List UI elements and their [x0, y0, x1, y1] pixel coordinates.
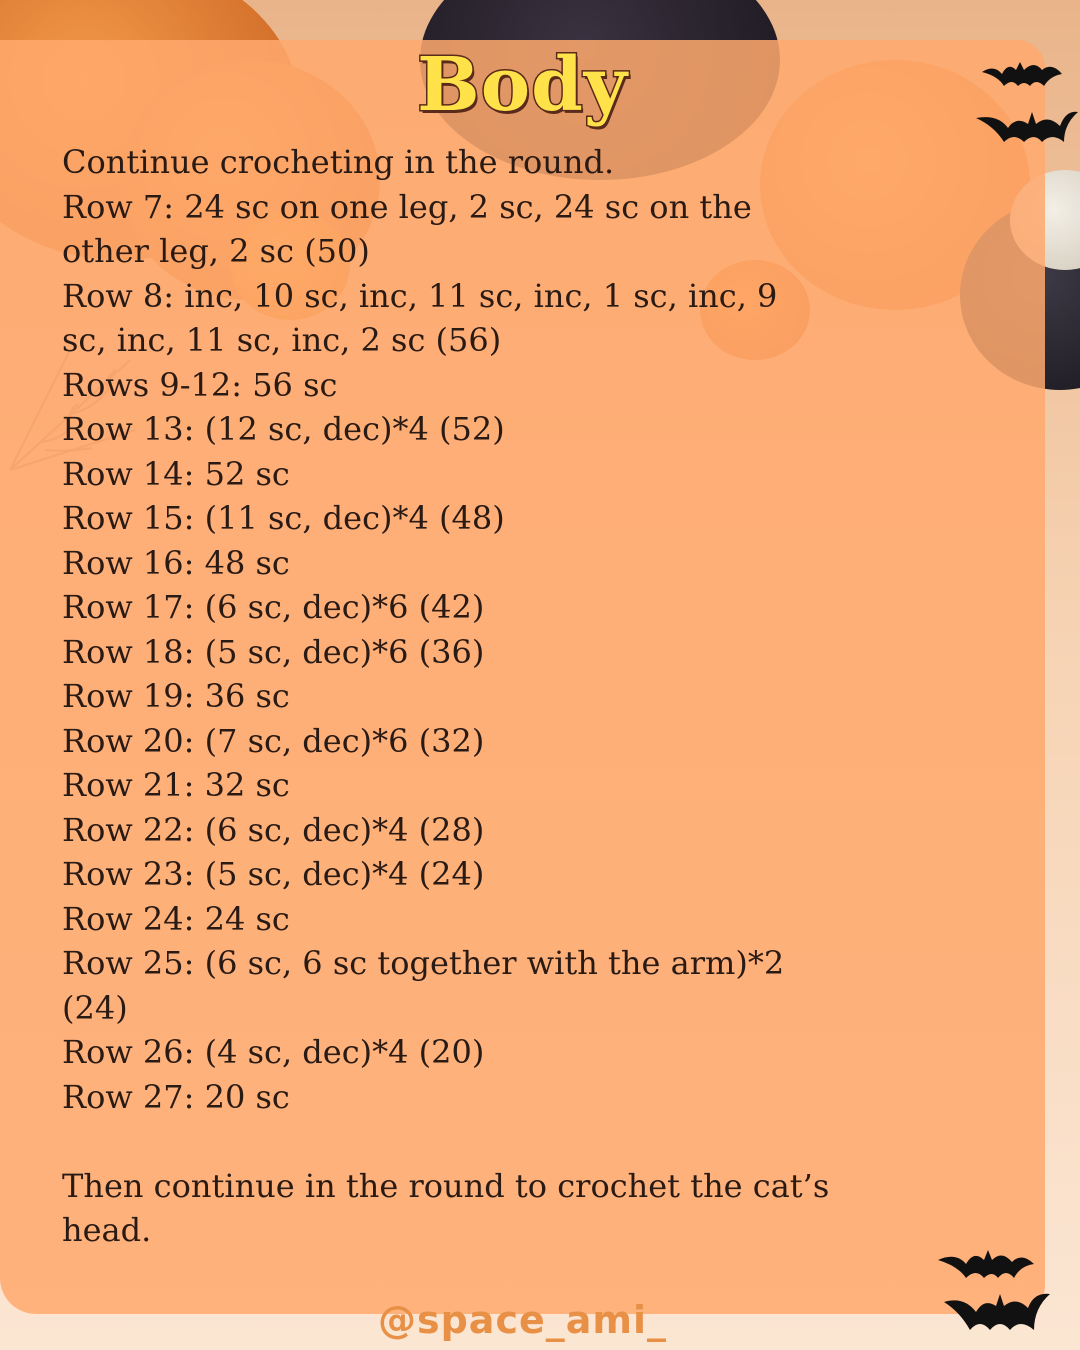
row-line: Row 24: 24 sc — [62, 899, 290, 938]
intro-line: Continue crocheting in the round. — [62, 143, 615, 181]
row-line: Row 23: (5 sc, dec)*4 (24) — [62, 855, 485, 893]
author-handle: @space_ami_ — [377, 1298, 668, 1342]
bat-icon — [972, 34, 1080, 150]
bat-icon — [934, 1240, 1054, 1350]
row-line: Row 16: 48 sc — [62, 543, 290, 582]
row-line: Row 15: (11 sc, dec)*4 (48) — [62, 499, 505, 537]
row-line: Row 21: 32 sc — [62, 766, 290, 804]
row-line: Row 7: 24 sc on one leg, 2 sc, 24 sc on the other leg, 2 sc (50) — [62, 187, 752, 270]
row-line: Row 18: (5 sc, dec)*6 (36) — [62, 632, 485, 671]
blank-line — [62, 1119, 832, 1164]
row-line: Row 13: (12 sc, dec)*4 (52) — [62, 410, 505, 448]
row-line: Row 27: 20 sc — [62, 1077, 290, 1116]
row-line: Row 25: (6 sc, 6 sc together with the arm)*2 (24) — [62, 944, 785, 1027]
page-title: Body — [417, 42, 628, 128]
row-line: Rows 9-12: 56 sc — [62, 365, 338, 404]
row-line: Row 17: (6 sc, dec)*6 (42) — [62, 588, 485, 626]
row-line: Row 20: (7 sc, dec)*6 (32) — [62, 721, 485, 760]
row-line: Row 26: (4 sc, dec)*4 (20) — [62, 1033, 485, 1071]
outro-line: Then continue in the round to crochet the cat’s head. — [62, 1166, 830, 1249]
pattern-text — [62, 140, 832, 1253]
row-line: Row 22: (6 sc, dec)*4 (28) — [62, 810, 485, 849]
row-line: Row 19: 36 sc — [62, 677, 290, 715]
row-line: Row 14: 52 sc — [62, 454, 290, 493]
row-line: Row 8: inc, 10 sc, inc, 11 sc, inc, 1 sc, inc, 9 sc, inc, 11 sc, inc, 2 sc (56) — [62, 276, 778, 359]
